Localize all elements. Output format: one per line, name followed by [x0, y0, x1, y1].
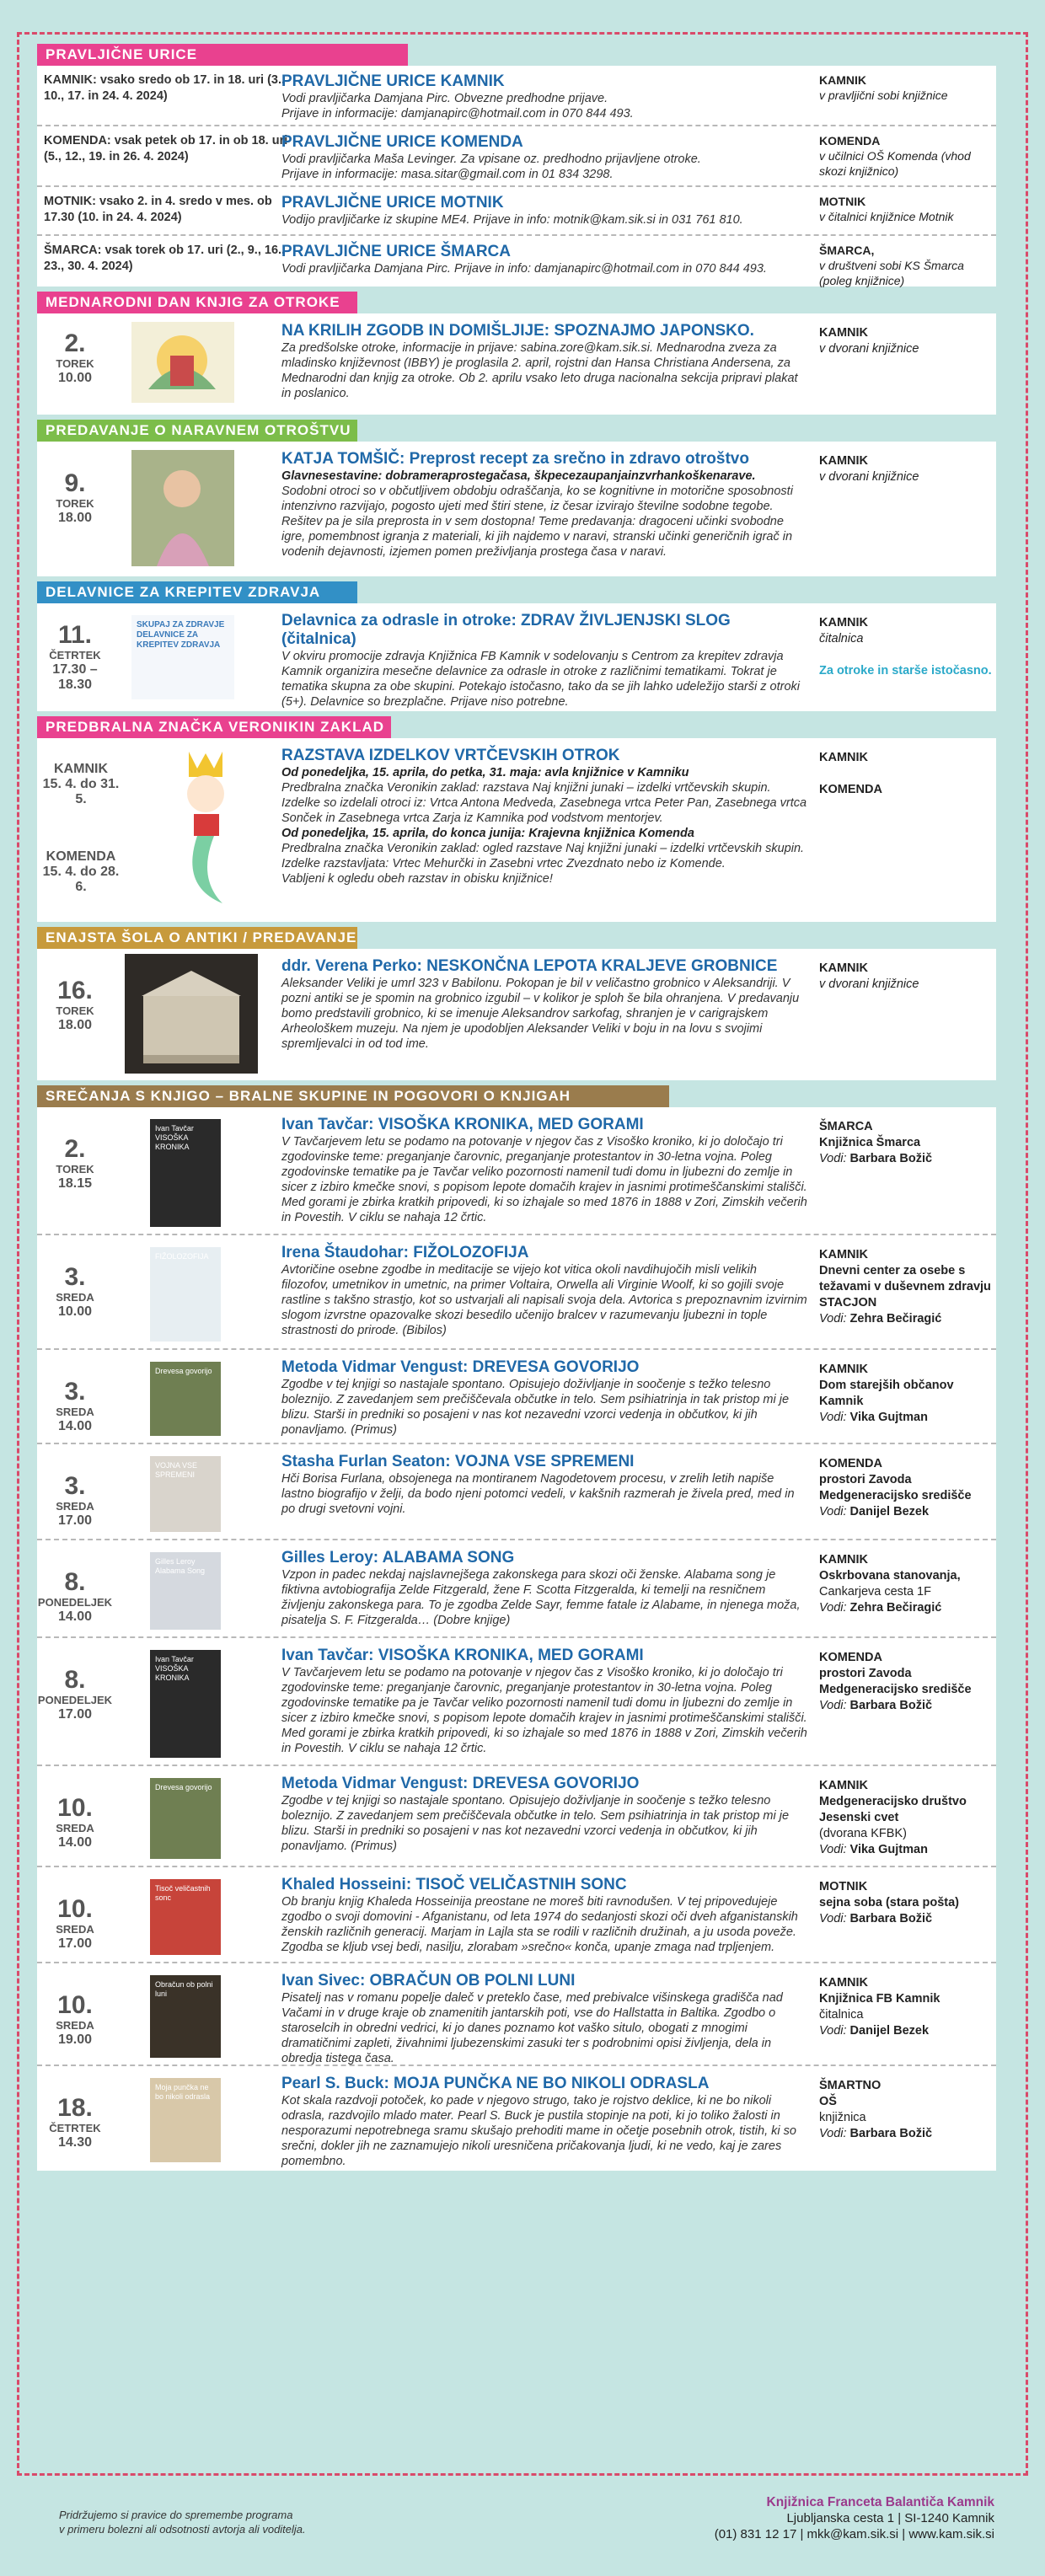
location-name: KOMENDA	[819, 1651, 882, 1664]
location-detail: sejna soba (stara pošta)	[819, 1896, 959, 1909]
location-name: ŠMARCA	[819, 1120, 873, 1133]
section-header-sola: ENAJSTA ŠOLA O ANTIKI / PREDAVANJE	[37, 927, 357, 949]
urice-title: PRAVLJIČNE URICE MOTNIK	[281, 194, 504, 212]
bookclub-row	[37, 1963, 996, 2066]
host-name: Vika Gujtman	[849, 1411, 928, 1424]
health-logo: SKUPAJ ZA ZDRAVJE DELAVNICE ZA KREPITEV ZDRAVJA	[131, 615, 234, 699]
event-desc: Za predšolske otroke, informacije in prijave: sabina.zore@kam.sik.si. Mednarodna zveza za mladinsko književnost (IBBY) je proglasila 2. april, rojstni dan Hansa Christiana Andersena, za Mednarodni dan knjig za otroke. Ob 2. aprilu vsako leto druga nacionalna sekcija pripravi plakat in poslanico.	[281, 341, 798, 400]
book-title: Khaled Hosseini: TISOČ VELIČASTNIH SONC	[281, 1876, 627, 1893]
book-desc: Hči Borisa Furlana, obsojenega na montiranem Nagodetovem procesu, v zrelih letih napiše lastno biografijo v želji, da bodo njeni potomci vedeli, v kakšnih razmerah je živela pred, med in po drugi svetovni vojni.	[281, 1472, 795, 1516]
bookclub-row	[37, 1867, 996, 1963]
event-subtitle: Glavnesestavine: dobrameraprostegačasa, škpecezaupanjainzvrhankoškenarave.	[281, 469, 756, 483]
urice-when: MOTNIK: vsako 2. in 4. sredo v mes. ob 17.30 (10. in 24. 4. 2024)	[44, 195, 272, 224]
host-label: Vodi:	[819, 1152, 847, 1165]
location-name: KOMENDA	[819, 134, 881, 147]
urice-desc: Vodi pravljičarka Damjana Pirc. Prijave in info: damjanapirc@hotmail.com in 070 844 493.	[281, 262, 767, 276]
bookclub-row	[37, 1107, 996, 1235]
event-subtitle: Od ponedeljka, 15. aprila, do petka, 31. maja: avla knjižnice v Kamniku	[281, 766, 689, 779]
host-label: Vodi:	[819, 2127, 847, 2140]
location-detail: Dnevni center za osebe s težavami v duševnem zdravju STACJON	[819, 1264, 991, 1309]
bookclub-row	[37, 1444, 996, 1540]
section-header-delavnice: DELAVNICE ZA KREPITEV ZDRAVJA	[37, 581, 357, 603]
urice-desc: Vodi pravljičarka Maša Levinger. Za vpisane oz. predhodno prijavljene otroke.	[281, 153, 701, 166]
host-label: Vodi:	[819, 1699, 847, 1712]
book-cover: Drevesa govorijo	[150, 1362, 221, 1436]
location-detail: v dvorani knjižnice	[819, 470, 919, 484]
host-label: Vodi:	[819, 1411, 847, 1424]
event-title: RAZSTAVA IZDELKOV VRTČEVSKIH OTROK	[281, 747, 620, 764]
location-detail: Oskrbovana stanovanja,	[819, 1569, 961, 1583]
location-detail: v učilnici OŠ Komenda (vhod skozi knjižnico)	[819, 149, 971, 178]
location-name: KAMNIK	[819, 1553, 868, 1566]
section-header-srecanja: SREČANJA S KNJIGO – BRALNE SKUPINE IN POGOVORI O KNJIGAH	[37, 1085, 669, 1107]
host-name: Danijel Bezek	[849, 1505, 930, 1518]
bookclub-row	[37, 1235, 996, 1350]
event-desc: Sodobni otroci so v občutljivem obdobju odraščanja, ko se kognitivne in motorične sposobnosti intenzivno razvijajo, pogosto ujeti med štiri stene, iz česar izvirajo številne sodobne tegobe. Rešitev pa je sila preprosta in v sem dostopna! Teme predavanja: dragoceni učinki svobodne igre, pomembnost igranja z materiali, ki jih najdemo v naravi, stranski učinki generičnih igrač in vodenih dejavnosti, izjemen pomen preživljanja prostega časa v naravi.	[281, 485, 793, 559]
event-date: 16. TOREK 18.00	[56, 977, 94, 1032]
urice-desc: Vodi pravljičarka Damjana Pirc. Obvezne predhodne prijave.	[281, 92, 608, 105]
host-name: Barbara Božič	[849, 1699, 933, 1712]
event-date: 8. PONEDELJEK 14.00	[37, 1568, 113, 1624]
book-cover: Moja punčka ne bo nikoli odrasla	[150, 2078, 221, 2162]
location-detail: OŠ	[819, 2095, 837, 2108]
location-name: KAMNIK	[819, 1363, 868, 1376]
location-detail: v društveni sobi KS Šmarca (poleg knjižnice)	[819, 259, 964, 287]
book-cover: Tisoč veličastnih sonc	[150, 1879, 221, 1955]
location-name: ŠMARTNO	[819, 2079, 882, 2092]
book-title: Ivan Tavčar: VISOŠKA KRONIKA, MED GORAMI	[281, 1647, 644, 1664]
bookclub-row	[37, 1350, 996, 1444]
host-name: Zehra Bečiragić	[849, 1312, 942, 1325]
book-desc: Zgodbe v tej knjigi so nastajale spontano. Opisujejo doživljanje in soočenje s težko telesno boleznijo. Z zavedanjem sem prečiščevala občutke in telo. Sem psihiatrinja in tak pristop mi je blizu. Starši in predniki so posajeni v nas kot nezavedni vzorci vedenja in občutkov, ki jih ponavljamo. (Primus)	[281, 1794, 790, 1853]
event-title: ddr. Verena Perko: NESKONČNA LEPOTA KRALJEVE GROBNICE	[281, 957, 778, 975]
location-detail: v čitalnici knjižnice Motnik	[819, 210, 954, 223]
location-name: KAMNIK	[819, 326, 868, 340]
urice-title: PRAVLJIČNE URICE ŠMARCA	[281, 243, 512, 260]
event-date: 3. SREDA 10.00	[56, 1263, 94, 1319]
bookclub-row	[37, 1766, 996, 1867]
section-header-dan: MEDNARODNI DAN KNJIG ZA OTROKE	[37, 292, 357, 313]
location-detail: Knjižnica FB Kamnik	[819, 1992, 940, 2006]
library-name: Knjižnica Franceta Balantiča Kamnik	[766, 2495, 994, 2509]
book-title: Ivan Tavčar: VISOŠKA KRONIKA, MED GORAMI	[281, 1116, 644, 1133]
event-date: 8. PONEDELJEK 17.00	[37, 1666, 113, 1722]
location-detail: v dvorani knjižnice	[819, 342, 919, 356]
event-desc: Aleksander Veliki je umrl 323 v Babilonu. Pokopan je bil v veličastno grobnico v Aleksandriji. V pozni antiki se je spomin na grobnico izgubil – v kolikor je sploh še bila ohranjena. V predavanju bomo predstavili grobnico, ki se imenuje Aleksandrov sarkofag, shranjen je v carigrajskem Arheološkem muzeju. Na njem je upodobljen Aleksander Veliki v boju in na lovu s svojimi spremljevalci in od tod ime.	[281, 977, 800, 1051]
host-name: Danijel Bezek	[849, 2024, 930, 2038]
bookclub-row	[37, 1638, 996, 1766]
event-date: KAMNIK 15. 4. do 31. 5. KOMENDA 15. 4. do 28. 6.	[42, 762, 120, 894]
host-label: Vodi:	[819, 2024, 847, 2038]
location-detail: v pravljični sobi knjižnice	[819, 88, 948, 102]
book-cover: Gilles Leroy Alabama Song	[150, 1552, 221, 1630]
event-row	[37, 949, 996, 1080]
book-desc: Kot skala razdvoji potoček, ko pade v njegovo strugo, tako je rojstvo deklice, ki ne bo nikoli odrasla, razdvojilo mlado mater. Pearl S. Buck je pustila stopinje na poti, ki jo toliko žalosti in nesporazumi nepotrebnega sramu skušajo prehoditi mame in očetje posebnih otrok, tistih, ki so srečni, dokler jih ne zaznamujejo nikoli uresničena pričakovanja ljudi, ki ne vedo, kaj je zares pomembno.	[281, 2094, 796, 2168]
location-detail: čitalnica	[819, 632, 864, 645]
book-desc: Avtoričine osebne zgodbe in meditacije se vijejo kot vitica okoli navdihujočih misli velikih filozofov, umetnikov in umetnic, na primer Voltaira, Orwella ali Virginie Woolf, ki so gojili svoje rastline s takšno strastjo, kot so ustvarjali ali napisali svoja dela. Avtorica s prepoznavnim izvirnim slogom izvrstne opazovalke skozi besedilo učenijo bralcev v razumevanju ljubezni in tople strastnosti do prirode. (Bibilos)	[281, 1263, 807, 1337]
host-name: Vika Gujtman	[849, 1843, 928, 1856]
urice-contact: Prijave in informacije: masa.sitar@gmail.com in 01 834 3298.	[281, 168, 614, 181]
event-date: 3. SREDA 14.00	[56, 1378, 94, 1433]
host-name: Barbara Božič	[849, 1912, 933, 1925]
audience-note: Za otroke in starše istočasno.	[819, 664, 992, 677]
urice-desc: Vodijo pravljičarke iz skupine ME4. Prijave in info: motnik@kam.sik.si in 031 761 810.	[281, 213, 743, 227]
location-extra: Cankarjeva cesta 1F	[819, 1585, 931, 1599]
event-date: 2. TOREK 18.15	[56, 1135, 94, 1191]
location-name: ŠMARCA,	[819, 244, 875, 257]
event-title: NA KRILIH ZGODB IN DOMIŠLJIJE: SPOZNAJMO JAPONSKO.	[281, 322, 754, 340]
japan-illustration	[131, 322, 234, 403]
footer	[0, 2477, 1045, 2576]
event-desc: Predbralna značka Veronikin zaklad: ogled razstave Naj knjižni junaki – izdelki vrtčevskih skupin. Izdelke razstavljata: Vrtec Mehurčki in Zasebni vrtec Zvezdnato nebo iz Komende.	[281, 842, 805, 870]
location-extra: čitalnica	[819, 2008, 864, 2022]
book-desc: Ob branju knjig Khaleda Hosseinija preostane ne moreš biti ravnodušen. V tej pripovedujeje zgodbo o svoji domovini - Afganistanu, od leta 1974 do sedanjosti skozi oči dveh afganistanskih ženskih različnih generacij. Marjam in Lajla sta se rodili v različnih družinah, a ju usoda poveže. Zgodba se kljub vsej bedi, nasilju, zlorabam »srečno« konča, upanje zmaga nad trpljenjem.	[281, 1895, 798, 1954]
location-name: KAMNIK	[819, 616, 868, 629]
location-detail: Knjižnica Šmarca	[819, 1136, 921, 1149]
book-desc: Zgodbe v tej knjigi so nastajale spontano. Opisujejo doživljanje in soočenje s težko telesno boleznijo. Z zavedanjem sem prečiščevala občutke in telo. Sem psihiatrinja in tak pristop mi je blizu. Starši in predniki so posajeni v nas kot nezavedni vzorci vedenja in občutkov, ki jih ponavljamo. (Primus)	[281, 1378, 790, 1437]
event-date: 9. TOREK 18.00	[56, 469, 94, 525]
event-subtitle: Od ponedeljka, 15. aprila, do konca junija: Krajevna knjižnica Komenda	[281, 827, 694, 840]
location-detail: Dom starejših občanov Kamnik	[819, 1379, 954, 1408]
library-address: Ljubljanska cesta 1 | SI-1240 Kamnik	[786, 2511, 994, 2525]
host-label: Vodi:	[819, 1912, 847, 1925]
location-name: KAMNIK	[819, 961, 868, 975]
event-row	[37, 603, 996, 711]
book-title: Ivan Sivec: OBRAČUN OB POLNI LUNI	[281, 1972, 576, 1990]
veronika-mascot	[163, 743, 248, 912]
book-title: Irena Štaudohar: FIŽOLOZOFIJA	[281, 1244, 529, 1261]
section-header-urice: PRAVLJIČNE URICE	[37, 44, 408, 66]
location-name: KOMENDA	[819, 1457, 882, 1470]
urice-row	[37, 187, 996, 236]
book-title: Pearl S. Buck: MOJA PUNČKA NE BO NIKOLI ODRASLA	[281, 2075, 710, 2092]
event-desc: V okviru promocije zdravja Knjižnica FB Kamnik v sodelovanju s Centrom za krepitev zdravja Kamnik organizira mesečne delavnice za odrasle in otroke z različnimi tematikami. Tokrat je tematika skupna za obe skupini. Potekajo istočasno, tako da se jih lahko udeležijo starši z otroki (5+). Delavnice so brezplačne. Prijave niso potrebne.	[281, 650, 800, 709]
urice-when: KOMENDA: vsak petek ob 17. in ob 18. uri (5., 12., 19. in 26. 4. 2024)	[44, 134, 288, 163]
host-label: Vodi:	[819, 1843, 847, 1856]
event-title: Delavnica za odrasle in otroke: ZDRAV ŽIVLJENJSKI SLOG (čitalnica)	[281, 612, 731, 648]
location-detail: Medgeneracijsko društvo Jesenski cvet	[819, 1795, 967, 1824]
book-cover: Ivan Tavčar VISOŠKA KRONIKA	[150, 1119, 221, 1227]
location-name: KAMNIK	[819, 1779, 868, 1792]
event-row	[37, 738, 996, 922]
book-title: Gilles Leroy: ALABAMA SONG	[281, 1549, 515, 1566]
event-date: 10. SREDA 14.00	[56, 1794, 94, 1850]
event-date: 3. SREDA 17.00	[56, 1472, 94, 1528]
host-name: Barbara Božič	[849, 1152, 933, 1165]
urice-row	[37, 66, 996, 126]
urice-contact: Prijave in informacije: damjanapirc@hotmail.com in 070 844 493.	[281, 107, 634, 120]
location-name: MOTNIK	[819, 195, 866, 208]
book-desc: Pisatelj nas v romanu popelje daleč v preteklo čase, med prebivalce višinskega gradišča nad Vačami in v druge kraje ob znamenitih jantarskih poti, vse do Hallstatta in Baltika. Zgodbo o staroselcih in obredni vedrici, ki jo danes poznamo kot vaško situlo, obogati z mnogimi dramatičnimi zapleti, živahnimi ljubezenskimi zasuki ter s podrobnimi opisi življenja, dela in obredja tistega časa.	[281, 1991, 783, 2065]
book-title: Metoda Vidmar Vengust: DREVESA GOVORIJO	[281, 1358, 640, 1376]
program-content	[37, 44, 996, 2171]
host-name: Barbara Božič	[849, 2127, 933, 2140]
book-cover: Drevesa govorijo	[150, 1778, 221, 1859]
book-cover: VOJNA VSE SPREMENI	[150, 1456, 221, 1532]
location-detail: v dvorani knjižnice	[819, 977, 919, 991]
disclaimer: Pridržujemo si pravice do spremembe programa	[59, 2509, 293, 2521]
event-desc: Predbralna značka Veronikin zaklad: razstava Naj knjižni junaki – izdelki vrtčevskih skupin. Izdelke so izdelali otroci iz: Vrtca Antona Medveda, Zasebnega vrtca Peter Pan, Zasebnega vrtca Sonček in Zasebnega vrtca Zarja iz Kamnika pod vodstvom mentorjev.	[281, 781, 807, 825]
disclaimer: v primeru bolezni ali odsotnosti avtorja ali voditelja.	[59, 2523, 306, 2536]
host-name: Zehra Bečiragić	[849, 1601, 942, 1615]
event-date: 11. ČETRTEK 17.30 – 18.30	[49, 621, 101, 692]
bookclub-row	[37, 2066, 996, 2171]
event-row	[37, 313, 996, 415]
event-date: 10. SREDA 17.00	[56, 1895, 94, 1951]
urice-title: PRAVLJIČNE URICE KOMENDA	[281, 133, 523, 151]
location-detail: prostori Zavoda Medgeneracijsko središče	[819, 1473, 972, 1502]
location-name: KOMENDA	[819, 783, 882, 796]
location-name: MOTNIK	[819, 1880, 868, 1893]
location-name: KAMNIK	[819, 454, 868, 468]
urice-row	[37, 236, 996, 287]
location-name: KAMNIK	[819, 1248, 868, 1261]
event-date: 18. ČETRTEK 14.30	[49, 2094, 101, 2150]
book-cover: Obračun ob polni luni	[150, 1975, 221, 2058]
location-name: KAMNIK	[819, 73, 866, 87]
section-header-predavanje: PREDAVANJE O NARAVNEM OTROŠTVU	[37, 420, 357, 442]
book-desc: V Tavčarjevem letu se podamo na potovanje v njegov čas z Visoško kroniko, ki jo določajo tri zgodovinske teme: preganjanje čarovnic, preganjanje protestantov in 30-letna vojna. Poleg zgodovinske tematike pa je Tavčar veliko pozornosti namenil tudi domu in ljubezni do zemlje in sicer z izbiro kmečke snovi, s popisom lepote domačih krajev in jasnimi protimeščanskimi stališči. Med gorami je zbirka kratkih pripovedi, ki so izhajale so med 1876 in 1888 v Zori, Zimskih večerih in Povestih. V ciklu se nahaja 12 črtic.	[281, 1666, 807, 1755]
event-title: KATJA TOMŠIČ: Preprost recept za srečno in zdravo otroštvo	[281, 450, 749, 468]
location-extra: knjižnica	[819, 2111, 866, 2124]
location-detail: prostori Zavoda Medgeneracijsko središče	[819, 1667, 972, 1696]
bookclub-row	[37, 1540, 996, 1638]
location-name: KAMNIK	[819, 1976, 868, 1990]
host-label: Vodi:	[819, 1312, 847, 1325]
book-desc: Vzpon in padec nekdaj najslavnejšega zakonskega para skozi oči ženske. Alabama song je fiktivna avtobiografija Zelde Fitzgerald, žene F. Scotta Fitzgeralda, ki temelji na resničnem življenju zakonskega para. To je zgodba Zelde Sayr, femme fatale iz Alabame, in njenega moža, pisatelja S. F. Fitzgeralda… (Dobre knjige)	[281, 1568, 801, 1627]
event-row	[37, 442, 996, 576]
book-title: Metoda Vidmar Vengust: DREVESA GOVORIJO	[281, 1775, 640, 1792]
urice-title: PRAVLJIČNE URICE KAMNIK	[281, 72, 505, 90]
host-label: Vodi:	[819, 1601, 847, 1615]
urice-when: KAMNIK: vsako sredo ob 17. in 18. uri (3., 10., 17. in 24. 4. 2024)	[44, 73, 286, 103]
bookclub-list	[37, 1107, 996, 2171]
event-date: 10. SREDA 19.00	[56, 1991, 94, 2047]
location-name: KAMNIK	[819, 751, 868, 764]
urice-row	[37, 126, 996, 187]
urice-when: ŠMARCA: vsak torek ob 17. uri (2., 9., 16., 23., 30. 4. 2024)	[44, 244, 286, 273]
book-title: Stasha Furlan Seaton: VOJNA VSE SPREMENI	[281, 1453, 635, 1470]
section-header-znacka: PREDBRALNA ZNAČKA VERONIKIN ZAKLAD	[37, 716, 391, 738]
event-date: 2. TOREK 10.00	[56, 329, 94, 385]
sarcophagus-photo	[125, 954, 258, 1074]
event-note: Vabljeni k ogledu obeh razstav in obisku knjižnice!	[281, 872, 553, 886]
book-cover: FIŽOLOZOFIJA	[150, 1247, 221, 1342]
child-photo	[131, 450, 234, 566]
library-contact: (01) 831 12 17 | mkk@kam.sik.si | www.kam.sik.si	[714, 2527, 994, 2541]
location-extra: (dvorana KFBK)	[819, 1827, 907, 1840]
book-cover: Ivan Tavčar VISOŠKA KRONIKA	[150, 1650, 221, 1758]
host-label: Vodi:	[819, 1505, 847, 1518]
book-desc: V Tavčarjevem letu se podamo na potovanje v njegov čas z Visoško kroniko, ki jo določajo tri zgodovinske teme: preganjanje čarovnic, preganjanje protestantov in 30-letna vojna. Poleg zgodovinske tematike pa je Tavčar veliko pozornosti namenil tudi domu in ljubezni do zemlje in sicer z izbiro kmečke snovi, s popisom lepote domačih krajev in jasnimi protimeščanskimi stališči. Med gorami je zbirka kratkih pripovedi, ki so izhajale so med 1876 in 1888 v Zori, Zimskih večerih in Povestih. V ciklu se nahaja 12 črtic.	[281, 1135, 807, 1224]
